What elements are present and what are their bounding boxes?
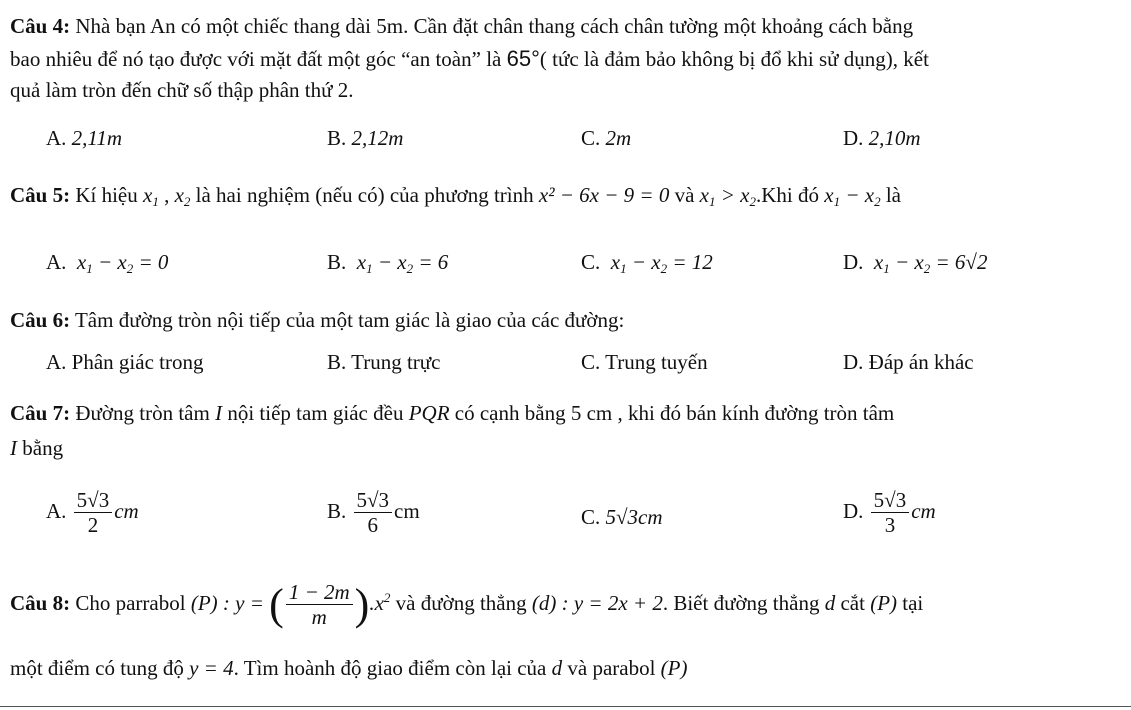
q5-text-1: Kí hiệu	[75, 183, 138, 207]
q4-option-b[interactable]	[327, 126, 403, 151]
q6-line-1	[10, 308, 624, 333]
q7-option-d-letter: D.	[843, 498, 864, 523]
q5-option-d-rhs: 6√2	[954, 250, 988, 274]
q6-option-b[interactable]	[327, 350, 441, 375]
q5-option-b-rhs: 6	[437, 250, 449, 274]
q5-option-b-letter: B.	[327, 250, 347, 274]
q7-text-4: bằng	[22, 436, 64, 460]
q7-option-b-letter: B.	[327, 498, 347, 523]
q8-y-value: y = 4	[189, 656, 234, 680]
q8-text-2: và đường thẳng	[395, 590, 527, 615]
q8-text-4: cắt	[840, 590, 865, 615]
q8-fraction	[286, 580, 353, 630]
q7-text-2: nội tiếp tam giác đều	[227, 401, 404, 425]
q7-option-b-unit: cm	[394, 498, 420, 523]
q7-center: I	[215, 401, 223, 425]
q4-option-d[interactable]	[843, 126, 921, 151]
q8-text-2a: một điểm có tung độ	[10, 656, 184, 680]
q6-option-c-text: Trung tuyến	[605, 350, 708, 374]
q4-line-3	[10, 78, 354, 103]
q4-text-2a: bao nhiêu để nó tạo được với mặt đất một góc “an toàn” là	[10, 47, 502, 71]
q6-option-b-text: Trung trực	[351, 350, 441, 374]
q5-option-d[interactable]: D. $x_1 - x_2 = 6√2$	[843, 250, 988, 276]
q5-option-a[interactable]: A. $x_1 - x_2 = 0$	[46, 250, 169, 276]
q7-option-a-den: 2	[87, 513, 99, 538]
q5-option-d-letter: D.	[843, 250, 864, 274]
q4-text-2b: ( tức là đảm bảo không bị đổ khi sử dụng), kết	[539, 47, 929, 71]
q4-angle: 65°	[506, 46, 540, 71]
q7-option-a-fraction	[74, 488, 113, 538]
q7-triangle: PQR	[408, 401, 450, 425]
q4-text-3: quả làm tròn đến chữ số thập phân thứ 2.	[10, 78, 354, 102]
q7-option-b-fraction	[354, 488, 393, 538]
q6-option-d-text: Đáp án khác	[868, 350, 974, 374]
q7-option-b[interactable]	[327, 488, 420, 538]
q5-text-2: là hai nghiệm (nếu có) của phương trình	[195, 183, 534, 207]
q8-line-1: Câu 8: Cho parrabol (P) : y = ( $\frac{1 - 2m}{m}$ )$.x^2$ và đường thẳng (d) : y = 2x + 2. Biết đường thẳng d cắt (P) tại	[10, 580, 924, 630]
q7-option-a-num: 5√3	[74, 488, 113, 513]
q7-option-c-letter: C.	[581, 505, 601, 529]
q6-option-a[interactable]	[46, 350, 203, 375]
q4-line-2	[10, 46, 929, 72]
q7-option-a[interactable]	[46, 488, 139, 538]
q8-text-2b: . Tìm hoành độ giao điểm còn lại của	[233, 656, 547, 680]
q4-option-b-letter: B.	[327, 126, 347, 150]
q6-option-d-letter: D.	[843, 350, 864, 374]
q5-option-a-letter: A.	[46, 250, 67, 274]
q6-option-c-letter: C.	[581, 350, 601, 374]
q8-frac-den: m	[311, 605, 327, 630]
q7-option-d[interactable]	[843, 488, 936, 538]
q7-label: Câu 7:	[10, 401, 71, 425]
q7-option-c-text: 5√3cm	[605, 505, 663, 529]
q4-option-a-text: 2,11m	[71, 126, 123, 150]
q4-option-c[interactable]	[581, 126, 631, 151]
q7-line-2	[10, 436, 63, 461]
q7-center-2: I	[10, 436, 17, 460]
q6-label: Câu 6:	[10, 308, 71, 332]
q8-text-2c: và parabol	[567, 656, 656, 680]
q8-text-3: . Biết đường thẳng	[662, 590, 820, 615]
bottom-divider	[0, 706, 1131, 707]
q4-label: Câu 4:	[10, 14, 71, 38]
q5-text-5: là	[885, 183, 901, 207]
q5-text-3: và	[674, 183, 695, 207]
q5-option-a-rhs: 0	[157, 250, 169, 274]
q7-option-c[interactable]	[581, 505, 663, 530]
q7-text-3: có cạnh bằng 5 cm , khi đó bán kính đường tròn tâm	[454, 401, 895, 425]
q7-option-d-den: 3	[884, 513, 896, 538]
q5-option-c[interactable]: C. $x_1 - x_2 = 12$	[581, 250, 713, 276]
q7-option-d-num: 5√3	[871, 488, 910, 513]
q4-option-a[interactable]	[46, 126, 122, 151]
q4-option-d-letter: D.	[843, 126, 864, 150]
q5-line-1: Câu 5: Kí hiệu $x_1$ , $x_2$ là hai nghiệm (nếu có) của phương trình x² − 6x − 9 = 0 và $x_1 > x_2.Khi$ đó $x_1 - x_2$ là	[10, 183, 901, 209]
q5-option-b[interactable]: B. $x_1 - x_2 = 6$	[327, 250, 449, 276]
q7-option-d-fraction	[871, 488, 910, 538]
q8-text-1: Cho parrabol	[75, 590, 186, 615]
q7-option-d-unit: cm	[911, 498, 936, 523]
q8-line-eq: (d) : y = 2x + 2	[531, 590, 663, 615]
q7-option-a-unit: cm	[114, 498, 139, 523]
q5-option-c-letter: C.	[581, 250, 601, 274]
q7-line-1	[10, 401, 894, 426]
q7-option-b-num: 5√3	[354, 488, 393, 513]
q7-option-b-den: 6	[367, 513, 379, 538]
q4-option-c-text: 2m	[605, 126, 632, 150]
q8-parabola-2: (P)	[870, 590, 898, 615]
q8-text-5: tại	[902, 590, 924, 615]
q4-option-b-text: 2,12m	[351, 126, 404, 150]
q5-text-4: .Khi đó	[755, 183, 819, 207]
q8-line-2: một điểm có tung độ y = 4. Tìm hoành độ giao điểm còn lại của d và parabol (P)	[10, 656, 688, 680]
q4-line-1	[10, 14, 913, 39]
q8-parabola: (P)	[190, 590, 218, 615]
q4-option-c-letter: C.	[581, 126, 601, 150]
q7-option-a-letter: A.	[46, 498, 67, 523]
q5-equation: x² − 6x − 9 = 0	[538, 183, 670, 207]
q5-label: Câu 5:	[10, 183, 71, 207]
q6-option-b-letter: B.	[327, 350, 347, 374]
q4-option-a-letter: A.	[46, 126, 67, 150]
q6-option-a-text: Phân giác trong	[71, 350, 204, 374]
q6-option-c[interactable]	[581, 350, 708, 375]
q6-text: Tâm đường tròn nội tiếp của một tam giác là giao của các đường:	[74, 308, 625, 332]
q7-text-1: Đường tròn tâm	[75, 401, 210, 425]
q4-option-d-text: 2,10m	[868, 126, 921, 150]
q6-option-d[interactable]	[843, 350, 974, 375]
q8-parabola-3: (P)	[660, 656, 688, 680]
q4-text-1: Nhà bạn An có một chiếc thang dài 5m. Cần đặt chân thang cách chân tường một khoảng cách bằng	[75, 14, 914, 38]
q6-option-a-letter: A.	[46, 350, 67, 374]
q8-frac-num: 1 − 2m	[286, 580, 353, 605]
q8-label: Câu 8:	[10, 590, 71, 615]
q5-option-c-rhs: 12	[691, 250, 713, 274]
